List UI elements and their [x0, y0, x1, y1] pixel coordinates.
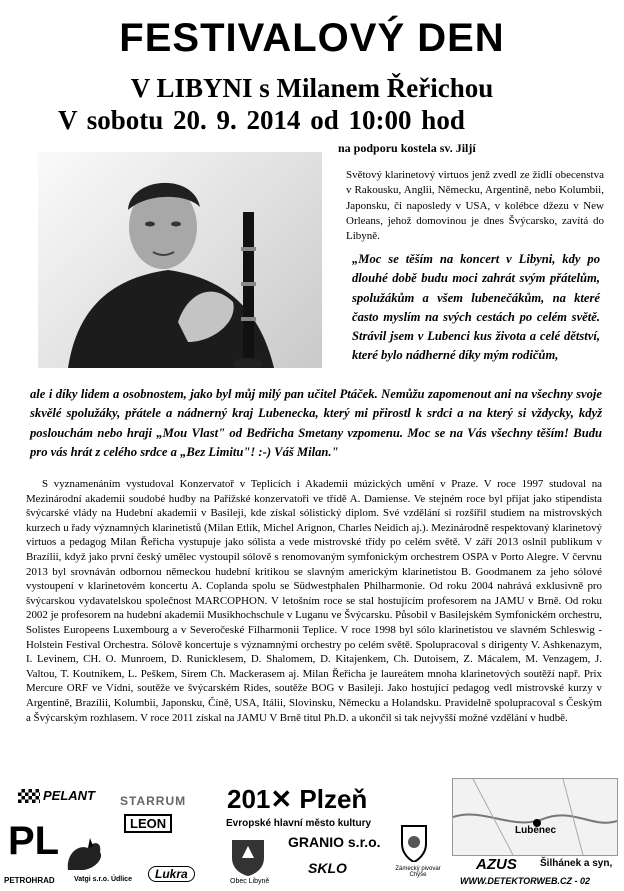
event-title: FESTIVALOVÝ DEN [119, 16, 505, 60]
starrum-logo: STARRUM [120, 794, 187, 808]
quote-part-2: ale i díky lidem a osobnostem, jako byl můj milý pan učitel Ptáček. Nemůžu zapomenout ani na všechny svoje skvělé spolužáky, přátele a nádnerný kraj Lubenecka, který mi přirostl k srdci a na který si vždycky, když poslouchám nebo hraji „Mou Vlast" od Bedřicha Smetany vzpomenu. Moc se na Vás všechny těším! Budu pro vás hrát z celého srdce a „Bez Limitu"! :-) Váš Milan." [30, 387, 602, 459]
pl-logo: PL [8, 819, 60, 863]
leon-logo: LEON [124, 814, 172, 833]
azus-logo: AZUS [476, 856, 517, 873]
granio-logo: GRANIO s.r.o. [288, 834, 381, 850]
coat-of-arms-icon [228, 836, 268, 876]
clarinetist-illustration [38, 152, 322, 368]
silhanek-logo: Šilhánek a syn, [540, 858, 613, 869]
event-date: V sobotu 20. 9. 2014 od 10:00 hod [58, 105, 465, 135]
lukra-logo: Lukra [148, 866, 195, 882]
sponsor-strip [0, 778, 624, 891]
plzen-tagline: Evropské hlavní město kultury [226, 818, 372, 829]
event-subtitle: V LIBYNI s Milanem Řeřichou [130, 73, 494, 103]
rooster-icon [60, 834, 108, 874]
detektorweb-link[interactable]: WWW.DETEKTORWEB.CZ - 02 [460, 876, 590, 886]
shield-icon [400, 824, 428, 862]
zamecky-label: Zámecký pivovar Chýše [395, 866, 441, 878]
sklo-logo: SKLO [308, 860, 347, 876]
clarinetist-photo [38, 152, 322, 368]
plzen-logo: 201✕ Plzeň [227, 784, 368, 814]
checkered-flag-icon [18, 789, 40, 803]
pelant-logo: PELANT [18, 788, 106, 803]
vatgi-label: Vatgi s.r.o. Údlice [74, 876, 132, 883]
map-image [452, 778, 618, 856]
biography-paragraph: S vyznamenáním vystudoval Konzervatoř v Teplicích i Akademii múzických umění v Praze. V roce 1997 studoval na Mezinárodní akademii soudobé hudby na Pařížské konzervatoři ve třídě A. Damiense. Ve stejném roce byl přijat jako stipendista švýcarské vlády na Hudební akademii v Basileji, kde získal sólistický diplom. Své vzdělání si rozšířil studiem na mistrovských kurzech u řady významných klarinetistů (Milan Etlík, Michel Arignon, Charles Neidich aj.). Mezinárodně respektovaný klarinetový virtuos a pedagog Milan Řeřicha vystupuje jako sólista a vede mistrovské třídy po celém světě. V září 2013 oslnil publikum v Brazílii, když jako první český umělec vystoupil sólově s renomovaným symfonickým orchestrem OSPA v Porto Alegre. V červnu 2013 byl srovnáván odbornou německou hudební kritikou se slavným americkým klarinetistou B. Goodmanem za jeho sólové vystoupení v klarinetovém koncertu A. Coplanda spolu se Südwestphalen Philharmonie. Od roku 2004 nahrává exklusivně pro švýcarskou vydavatelskou společnost MARCOPHON. V letošním roce se stal hostujícím profesorem na JAMU v Brně. Od roku 2002 je profesorem na hudební akademii Musikhochschule v Luganu ve Švýcarsku. Působil v Basilejském Symfonickém orchestru, Solistes Europeens Luxembourg a v Severočeské Filharmonii Teplice. V roce 1998 byl sólo klarinetistou ve slavném Schleswig - Holstein Festival Orchestra. Sólově koncertuje s významnými orchestry po celém světě. Spolupracoval s dirigenty V. Ashkenazym, I. Levinem, CH. O. Munroem, D. Runicklesem, D. Shalomem, D. Kitajenkem, Ch. Dutoisem, Z. Mácalem, M. Venzagem, J. Valtou, T. Koutníkem, L. Peškem, Sirem Ch. Mackerasem aj. Milan Řeřicha je laureátem mnoha klarinetových soutěží např. Prix Mercure ORF ve Vídni, soutěže ve švýcarském Rides, soutěže BOG v Basileji. Jako hostující pedagog vedl mistrovské kurzy v Argentině, Brazílii, Kolumbii, Japonsku, Číně, USA, Itálii, Slovinsku, Německu a Holandsku. Pravidelně spolupracoval s Českým a Švýcarským rozhlasem. V roce 2011 získal na JAMU V Brně titul Ph.D. a ukončil si tak nejvyšší možné vzdělání v hudbě. [26, 478, 602, 724]
quote-part-1: „Moc se těším na koncert v Libyni, kdy po dlouhé době budu moci zahrát svým přátelům, spolužákům a všem lubenečákům, na které často myslím na svých cestách po celém světě. Strávil jsem v Lubenci kus života a celé dětství, které bylo nádherné díky mým rodičům, [352, 252, 600, 363]
map-town-label: Lubenec [515, 825, 557, 836]
libyne-label: Obec Libyně [230, 878, 270, 885]
event-purpose: na podporu kostela sv. Jiljí [338, 141, 476, 155]
intro-paragraph: Světový klarinetový virtuos jenž zvedl ze židlí obecenstva v Rakousku, Anglii, Německu, Argentině, nebo Kolumbii, Japonsku, či naposledy v USA, v kolébce džezu v New Orleans, jehož domovinou je dnes Švýcarsko, zavítá do Libyně. [346, 169, 604, 243]
petrohrad-label: PETROHRAD [4, 876, 55, 885]
